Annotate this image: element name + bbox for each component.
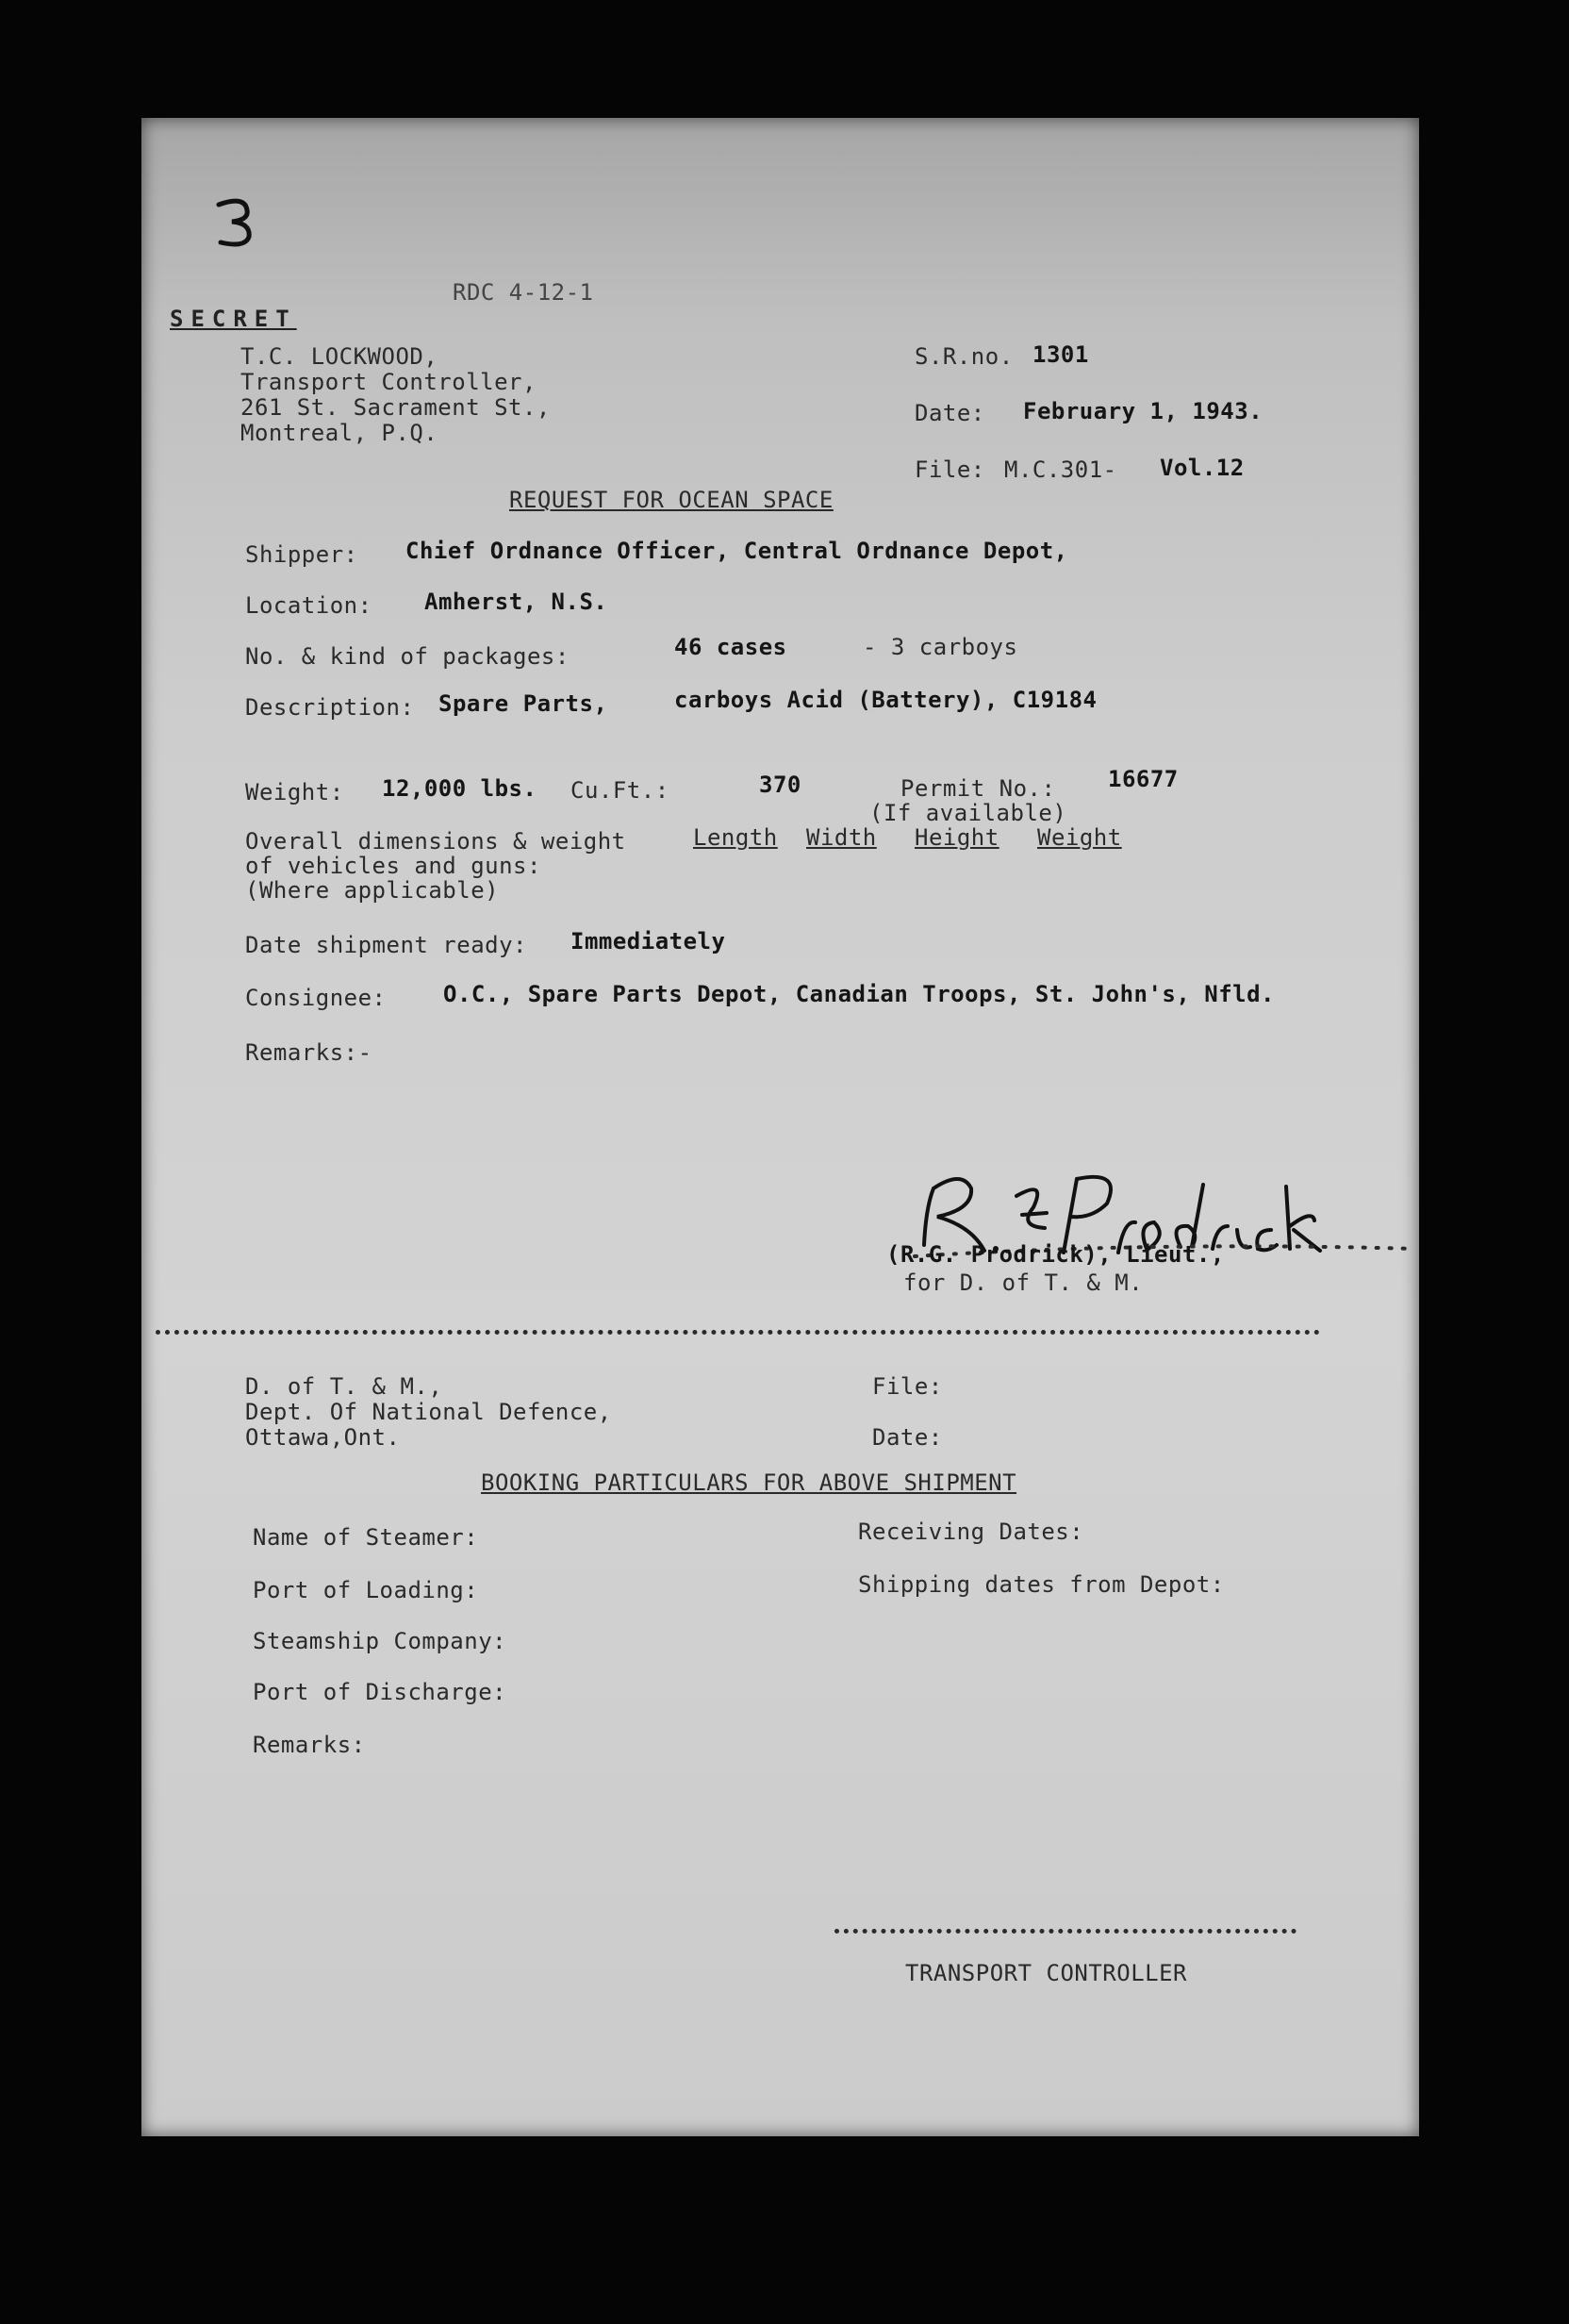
- shipper-value: Chief Ordnance Officer, Central Ordnance Depot,: [405, 538, 1068, 564]
- section-divider: [156, 1330, 1320, 1335]
- form-title: REQUEST FOR OCEAN SPACE: [509, 487, 834, 513]
- dimensions-label-2: of vehicles and guns:: [245, 853, 541, 879]
- dimensions-label-3: (Where applicable): [245, 877, 500, 904]
- file-reference: RDC 4-12-1: [453, 279, 594, 306]
- port-discharge-label: Port of Discharge:: [253, 1679, 507, 1705]
- remarks-label: Remarks:-: [245, 1039, 372, 1066]
- port-loading-label: Port of Loading:: [253, 1577, 479, 1603]
- steamship-company-label: Steamship Company:: [253, 1628, 507, 1654]
- booking-remarks-label: Remarks:: [253, 1732, 366, 1758]
- location-label: Location:: [245, 592, 372, 619]
- recipient-line-2: Dept. Of National Defence,: [245, 1399, 612, 1425]
- classification-stamp: SECRET: [170, 306, 297, 332]
- sr-no-label: S.R.no.: [915, 343, 1014, 370]
- cuft-value: 370: [759, 772, 801, 798]
- description-value: Spare Parts,: [438, 690, 608, 717]
- booking-title: BOOKING PARTICULARS FOR ABOVE SHIPMENT: [481, 1469, 1017, 1496]
- file-number: M.C.301-: [1004, 456, 1117, 483]
- date-label-2: Date:: [872, 1424, 943, 1451]
- consignee-value: O.C., Spare Parts Depot, Canadian Troops, St. John's, Nfld.: [443, 981, 1276, 1007]
- sender-street: 261 St. Sacrament St.,: [240, 394, 551, 421]
- permit-label: Permit No.:: [900, 775, 1056, 802]
- description-extra: carboys Acid (Battery), C19184: [674, 687, 1098, 713]
- controller-title: TRANSPORT CONTROLLER: [905, 1960, 1187, 1986]
- steamer-label: Name of Steamer:: [253, 1524, 479, 1551]
- dimensions-column-width: Width: [806, 824, 877, 851]
- dimensions-column-height: Height: [915, 824, 999, 851]
- ready-value: Immediately: [570, 928, 726, 954]
- sr-no-value: 1301: [1032, 341, 1089, 368]
- sender-name: T.C. LOCKWOOD,: [240, 343, 438, 370]
- consignee-label: Consignee:: [245, 985, 387, 1011]
- permit-note: (If available): [869, 800, 1067, 826]
- file-label: File:: [915, 456, 985, 483]
- recipient-line-3: Ottawa,Ont.: [245, 1424, 401, 1451]
- signatory-for: for D. of T. & M.: [903, 1270, 1144, 1296]
- recipient-line-1: D. of T. & M.,: [245, 1373, 443, 1400]
- sender-title: Transport Controller,: [240, 369, 537, 395]
- cuft-label: Cu.Ft.:: [570, 777, 669, 804]
- document-page: [141, 118, 1419, 2136]
- file-volume: Vol.12: [1160, 455, 1245, 481]
- sender-city: Montreal, P.Q.: [240, 420, 438, 446]
- packages-label: No. & kind of packages:: [245, 643, 570, 670]
- shipper-label: Shipper:: [245, 541, 358, 568]
- ready-label: Date shipment ready:: [245, 932, 527, 958]
- date-value: February 1, 1943.: [1023, 398, 1263, 424]
- location-value: Amherst, N.S.: [424, 589, 608, 615]
- receiving-dates-label: Receiving Dates:: [858, 1519, 1084, 1545]
- dimensions-column-weight: Weight: [1037, 824, 1122, 851]
- signatory-name: (R.G. Prodrick), Lieut.,: [886, 1241, 1225, 1268]
- dimensions-label-1: Overall dimensions & weight: [245, 828, 626, 855]
- file-label-2: File:: [872, 1373, 943, 1400]
- dimensions-column-length: Length: [693, 824, 778, 851]
- handwritten-page-number-mark: [207, 193, 264, 250]
- weight-label: Weight:: [245, 779, 344, 805]
- weight-value: 12,000 lbs.: [382, 775, 537, 802]
- controller-signature-line: [834, 1929, 1296, 1934]
- packages-value: 46 cases: [674, 634, 787, 660]
- permit-value: 16677: [1108, 766, 1179, 792]
- date-label: Date:: [915, 400, 985, 426]
- description-label: Description:: [245, 694, 415, 721]
- packages-extra: - 3 carboys: [863, 634, 1018, 660]
- shipping-dates-label: Shipping dates from Depot:: [858, 1571, 1225, 1598]
